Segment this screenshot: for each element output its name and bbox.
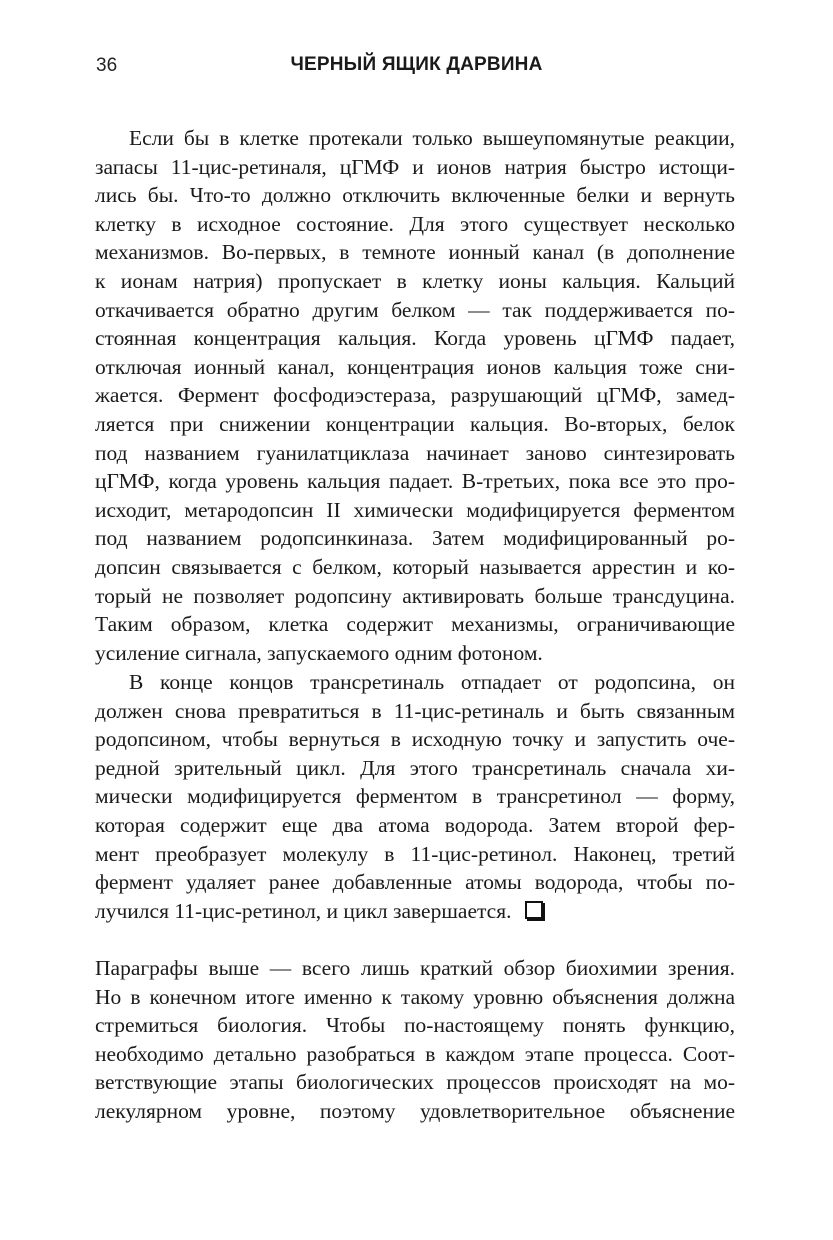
text-line: [95, 296, 735, 325]
text-line: [95, 782, 735, 811]
text-line: [95, 1097, 735, 1126]
text-line: [95, 954, 735, 983]
text-line: [95, 238, 735, 267]
line-text: редной зрительный цикл. Для этого трансретиналь сначала хи-: [95, 755, 735, 780]
text-line: [95, 496, 735, 525]
line-text: Но в конечном итоге именно к такому уровню объяснения должна: [95, 984, 735, 1009]
line-text: Таким образом, клетка содержит механизмы, ограничивающие: [95, 612, 735, 637]
line-text: исходит, метародопсин II химически модифицируется ферментом: [95, 497, 735, 522]
text-line: [95, 697, 735, 726]
text-line: [95, 153, 735, 182]
line-text: Параграфы выше — всего лишь краткий обзор биохимии зрения.: [95, 956, 735, 980]
paragraph-3: [95, 954, 735, 1126]
line-text: откачивается обратно другим белком — так поддерживается по-: [95, 297, 735, 322]
text-line: [95, 582, 735, 611]
text-line: [95, 1068, 735, 1097]
line-text: усиление сигнала, запускаемого одним фотоном.: [95, 640, 543, 665]
line-text: стремиться биология. Чтобы по-настоящему понять функцию,: [95, 1013, 735, 1038]
line-text: лучился 11-цис-ретинол, и цикл завершается.: [95, 898, 512, 923]
text-line: [95, 524, 735, 553]
text-line: [95, 610, 735, 639]
line-text: запасы 11-цис-ретиналя, цГМФ и ионов натрия быстро истощи-: [95, 154, 735, 179]
text-line: [95, 381, 735, 410]
text-line: [95, 840, 735, 869]
line-text: жается. Фермент фосфодиэстераза, разрушающий цГМФ, замед-: [95, 383, 735, 408]
line-text: мент преобразует молекулу в 11-цис-ретинол. Наконец, третий: [95, 841, 735, 866]
line-text: отключая ионный канал, концентрация ионов кальция тоже сни-: [95, 354, 735, 379]
line-text: лись бы. Что-то должно отключить включенные белки и вернуть: [95, 183, 735, 208]
line-text: мически модифицируется ферментом в трансретинол — форму,: [95, 784, 735, 809]
line-text: клетку в исходное состояние. Для этого существует несколько: [95, 211, 735, 236]
text-line: [95, 811, 735, 840]
text-line: [95, 668, 735, 697]
line-text: которая содержит еще два атома водорода. Затем второй фер-: [95, 812, 735, 837]
text-line: [95, 897, 735, 926]
line-text: лекулярном уровне, поэтому удовлетворительное объяснение: [95, 1098, 735, 1123]
text-line: [95, 210, 735, 239]
text-line: [95, 353, 735, 382]
text-line: [95, 324, 735, 353]
text-line: [95, 439, 735, 468]
line-text: допсин связывается с белком, который называется аррестин и ко-: [95, 554, 735, 579]
running-title: ЧЕРНЫЙ ЯЩИК ДАРВИНА: [290, 54, 543, 75]
line-text: должен снова превратиться в 11-цис-ретиналь и быть связанным: [95, 698, 735, 723]
line-text: В конце концов трансретиналь отпадает от родопсина, он: [129, 670, 735, 694]
line-text: ветствующие этапы биологических процессов происходят на мо-: [95, 1070, 735, 1095]
line-text: родопсином, чтобы вернуться в исходную точку и запустить оче-: [95, 727, 735, 752]
line-text: стоянная концентрация кальция. Когда уровень цГМФ падает,: [95, 326, 735, 351]
line-text: ляется при снижении концентрации кальция. Во-вторых, белок: [95, 411, 735, 436]
paragraph-2: [95, 668, 735, 925]
line-text: под названием родопсинкиназа. Затем модифицированный ро-: [95, 526, 735, 551]
text-line: [95, 181, 735, 210]
paragraph-1: [95, 124, 735, 667]
text-line: [95, 754, 735, 783]
line-text: к ионам натрия) пропускает в клетку ионы кальция. Кальций: [95, 268, 735, 293]
text-line: [95, 868, 735, 897]
text-line: [95, 553, 735, 582]
text-line: [95, 410, 735, 439]
line-text: механизмов. Во-первых, в темноте ионный канал (в дополнение: [95, 240, 735, 265]
box-square-icon: [525, 901, 543, 919]
text-line: [95, 1040, 735, 1069]
line-text: Если бы в клетке протекали только вышеупомянутые реакции,: [129, 126, 735, 150]
line-text: необходимо детально разобраться в каждом этапе процесса. Соот-: [95, 1041, 735, 1066]
text-line: [95, 1011, 735, 1040]
text-line: [95, 725, 735, 754]
line-text: цГМФ, когда уровень кальция падает. В-третьих, пока все это про-: [95, 469, 735, 494]
line-text: под названием гуанилатциклаза начинает заново синтезировать: [95, 440, 735, 465]
line-text: фермент удаляет ранее добавленные атомы водорода, чтобы по-: [95, 870, 735, 895]
text-line: [95, 467, 735, 496]
text-line: [95, 639, 735, 668]
text-line: [95, 983, 735, 1012]
text-line: [95, 267, 735, 296]
page-number: 36: [96, 55, 118, 76]
line-text: торый не позволяет родопсину активировать больше трансдуцина.: [95, 583, 735, 608]
text-line: [95, 124, 735, 153]
